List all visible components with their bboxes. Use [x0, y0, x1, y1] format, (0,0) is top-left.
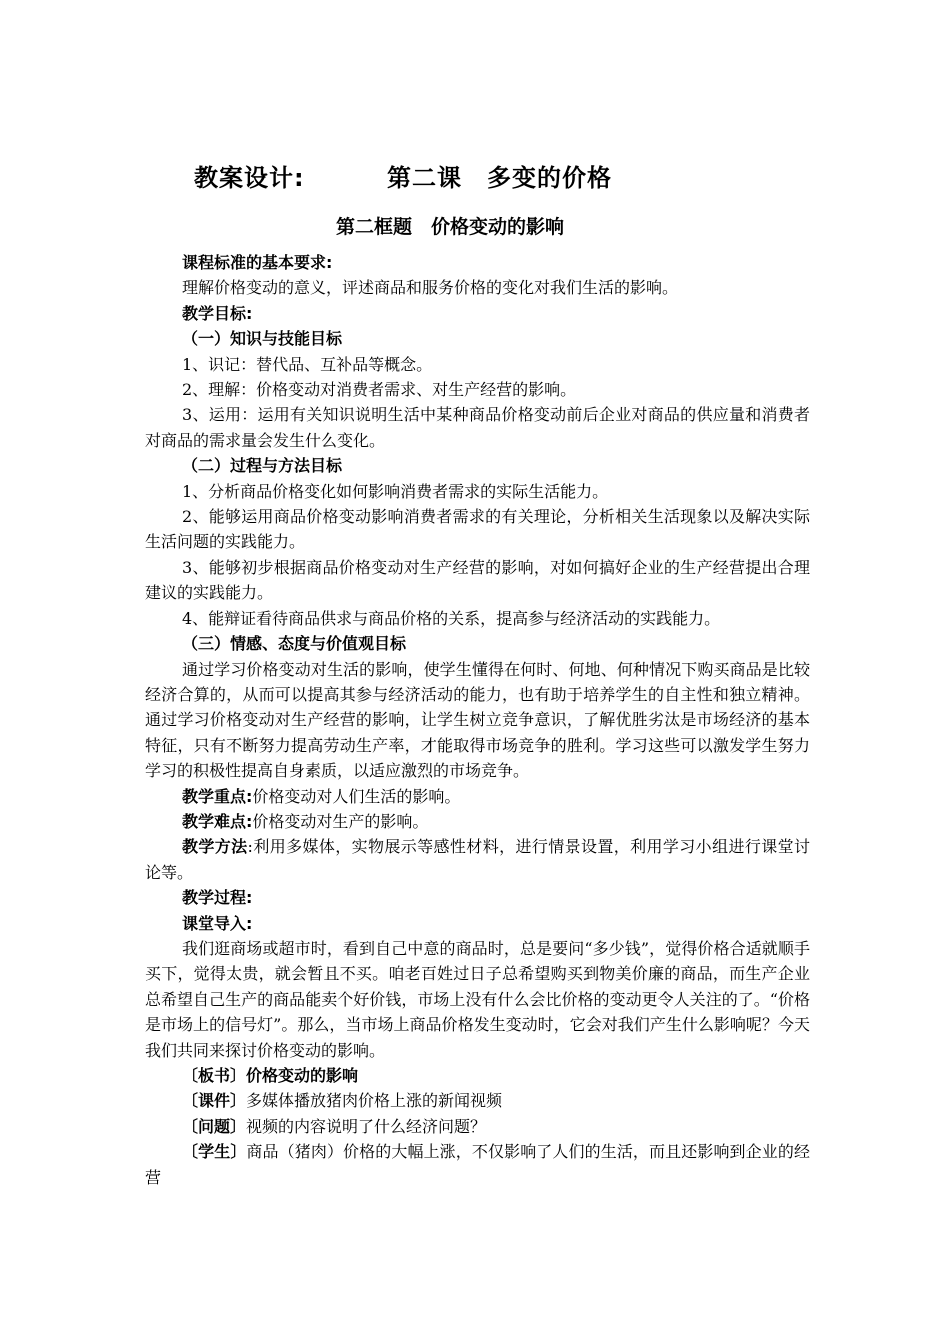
- process-goal-item: 4、能辩证看待商品供求与商品价格的关系，提高参与经济活动的实践能力。: [182, 608, 721, 628]
- process-goal-item: 1、分析商品价格变化如何影响消费者需求的实际生活能力。: [182, 481, 609, 501]
- key-point: [145, 784, 810, 809]
- key-point-label: 教学重点:: [182, 786, 253, 806]
- question-tag: 〔问题〕: [182, 1116, 247, 1136]
- lesson-title: 第二课 多变的价格: [387, 164, 612, 192]
- knowledge-item: 3、运用：运用有关知识说明生活中某种商品价格变动前后企业对商品的供应量和消费者对商品的需求量会发生什么变化。: [145, 405, 810, 450]
- question-text: 视频的内容说明了什么经济问题？: [246, 1116, 487, 1136]
- intro-text: 我们逛商场或超市时，看到自己中意的商品时，总是要问“多少钱”，觉得价格合适就顺手买下，觉得太贵，就会暂且不买。咱老百姓过日子总希望购买到物美价廉的商品，而生产企业总希望自己生产的商品能卖个好价钱，市场上没有什么会比价格的变动更令人关注的了。“价格是市场上的信号灯”。那么，当市场上商品价格发生变动时，它会对我们产生什么影响呢？今天我们共同来探讨价格变动的影响。: [145, 938, 810, 1060]
- method-text: :利用多媒体，实物展示等感性材料，进行情景设置，利用学习小组进行课堂讨论等。: [145, 837, 810, 882]
- board-tag: 〔板书〕: [182, 1066, 247, 1085]
- board-note: [145, 1063, 810, 1088]
- courseware-note: [145, 1088, 810, 1113]
- standard-heading: 课程标准的基本要求:: [182, 253, 333, 272]
- student-text: 商品（猪肉）价格的大幅上涨，不仅影响了人们的生活，而且还影响到企业的经营: [145, 1142, 810, 1187]
- process-goals-heading: （二）过程与方法目标: [182, 456, 343, 476]
- knowledge-heading: （一）知识与技能目标: [182, 329, 343, 349]
- document-title: [194, 158, 612, 193]
- section-subtitle: 第二框题 价格变动的影响: [336, 216, 565, 238]
- student-note: [145, 1139, 810, 1190]
- teaching-method: [145, 834, 810, 885]
- student-tag: 〔学生〕: [182, 1142, 247, 1162]
- difficulty-label: 教学难点:: [182, 811, 253, 831]
- courseware-tag: 〔课件〕: [182, 1091, 247, 1111]
- knowledge-item: 2、理解：价格变动对消费者需求、对生产经营的影响。: [182, 380, 577, 400]
- courseware-text: 多媒体播放猪肉价格上涨的新闻视频: [246, 1091, 503, 1111]
- standard-text: 理解价格变动的意义，评述商品和服务价格的变化对我们生活的影响。: [182, 278, 679, 298]
- document-body: [145, 250, 810, 1190]
- process-goal-item: 2、能够运用商品价格变动影响消费者需求的有关理论，分析相关生活现象以及解决实际生活问题的实践能力。: [145, 507, 810, 552]
- difficulty: [145, 809, 810, 834]
- title-label: 教案设计:: [194, 164, 305, 192]
- board-text: 价格变动的影响: [246, 1066, 359, 1085]
- teaching-process-heading: 教学过程:: [182, 888, 253, 908]
- objectives-heading: 教学目标:: [182, 303, 253, 323]
- emotion-goals-heading: （三）情感、态度与价值观目标: [182, 634, 407, 654]
- emotion-goals-text: 通过学习价格变动对生活的影响，使学生懂得在何时、何地、何种情况下购买商品是比较经济合算的，从而可以提高其参与经济活动的能力，也有助于培养学生的自主性和独立精神。通过学习价格变动对生产经营的影响，让学生树立竞争意识，了解优胜劣汰是市场经济的基本特征，只有不断努力提高劳动生产率，才能取得市场竞争的胜利。学习这些可以激发学生努力学习的积极性提高自身素质，以适应激烈的市场竞争。: [145, 659, 810, 781]
- intro-heading: 课堂导入:: [182, 913, 253, 933]
- knowledge-item: 1、识记：替代品、互补品等概念。: [182, 354, 433, 374]
- method-label: 教学方法: [182, 837, 248, 857]
- key-point-text: 价格变动对人们生活的影响。: [252, 786, 461, 806]
- process-goal-item: 3、能够初步根据商品价格变动对生产经营的影响，对如何搞好企业的生产经营提出合理建议的实践能力。: [145, 557, 810, 603]
- difficulty-text: 价格变动对生产的影响。: [252, 811, 429, 831]
- question-note: [145, 1114, 810, 1139]
